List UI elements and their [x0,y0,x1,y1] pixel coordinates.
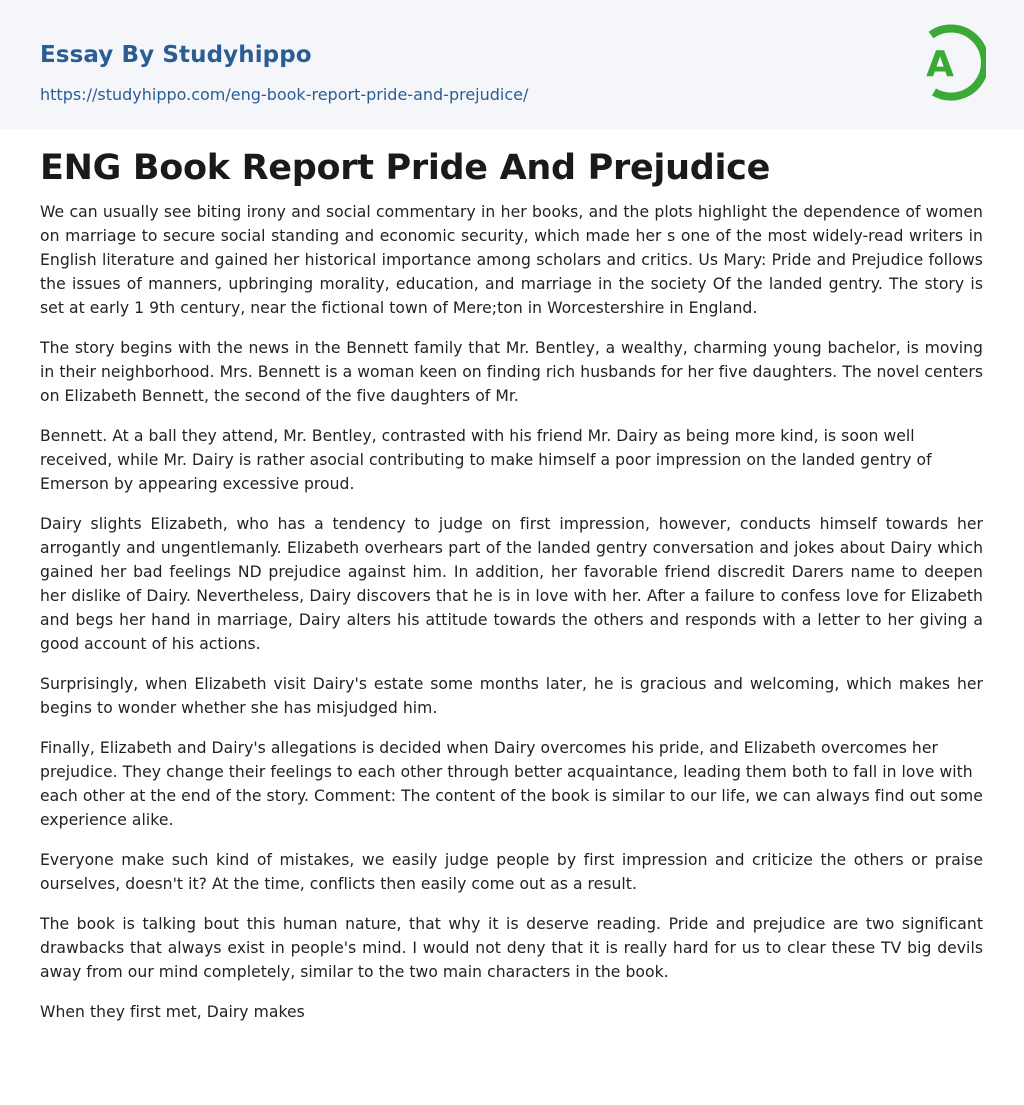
essay-paragraph: Dairy slights Elizabeth, who has a tendency to judge on first impression, however, conducts himself towards her arrogantly and ungentlemanly. Elizabeth overhears part of the landed gentry conversation and jokes about Dairy which gained her bad feelings ND prejudice against him. In addition, her favorable friend discredit Darers name to deepen her dislike of Dairy. Nevertheless, Dairy discovers that he is in love with her. After a failure to confess love for Elizabeth and begs her hand in marriage, Dairy alters his attitude towards the others and responds with a letter to her giving a good account of his actions. [40,515,983,653]
essay-paragraph: Everyone make such kind of mistakes, we easily judge people by first impression and criticize the others or praise ourselves, doesn't it? At the time, conflicts then easily come out as a result. [40,851,983,893]
essay-paragraph: The book is talking bout this human nature, that why it is deserve reading. Pride and prejudice are two significant drawbacks that always exist in people's mind. I would not deny that it is really hard for us to clear these TV big devils away from our mind completely, similar to the two main characters in the book. [40,915,983,981]
site-header [0,0,1024,129]
essay-paragraph: Surprisingly, when Elizabeth visit Dairy's estate some months later, he is gracious and welcoming, which makes her begins to wonder whether she has misjudged him. [40,675,983,717]
essay-paragraph: Finally, Elizabeth and Dairy's allegations is decided when Dairy overcomes his pride, and Elizabeth overcomes her prejudice. They change their feelings to each other through better acquaintance, leading them both to fall in love with each other at the end of the story. Comment: The content of the book is similar to our life, we can always find out some experience alike. [40,739,983,829]
essay-paragraph: We can usually see biting irony and social commentary in her books, and the plots highlight the dependence of women on marriage to secure social standing and economic security, which made her s one of the most widely-read writers in English literature and gained her historical importance among scholars and critics. Us Mary: Pride and Prejudice follows the issues of manners, upbringing morality, education, and marriage in the society Of the landed gentry. The story is set at early 1 9th century, near the fictional town of Mere;ton in Worcestershire in England. [40,203,983,317]
logo-letter: A [926,44,954,85]
brand-name[interactable]: Essay By Studyhippo [40,42,312,68]
essay-body [40,200,983,1040]
page-title: ENG Book Report Pride And Prejudice [40,148,771,188]
essay-paragraph: Bennett. At a ball they attend, Mr. Bentley, contrasted with his friend Mr. Dairy as being more kind, is soon well received, while Mr. Dairy is rather asocial contributing to make himself a poor impression on the landed gentry of Emerson by appearing excessive proud. [40,427,932,493]
essay-paragraph: When they first met, Dairy makes [40,1003,305,1021]
studyhippo-logo-icon[interactable] [912,19,986,107]
source-url-link[interactable]: https://studyhippo.com/eng-book-report-pride-and-prejudice/ [40,85,529,104]
essay-paragraph: The story begins with the news in the Bennett family that Mr. Bentley, a wealthy, charming young bachelor, is moving in their neighborhood. Mrs. Bennett is a woman keen on finding rich husbands for her five daughters. The novel centers on Elizabeth Bennett, the second of the five daughters of Mr. [40,339,983,405]
